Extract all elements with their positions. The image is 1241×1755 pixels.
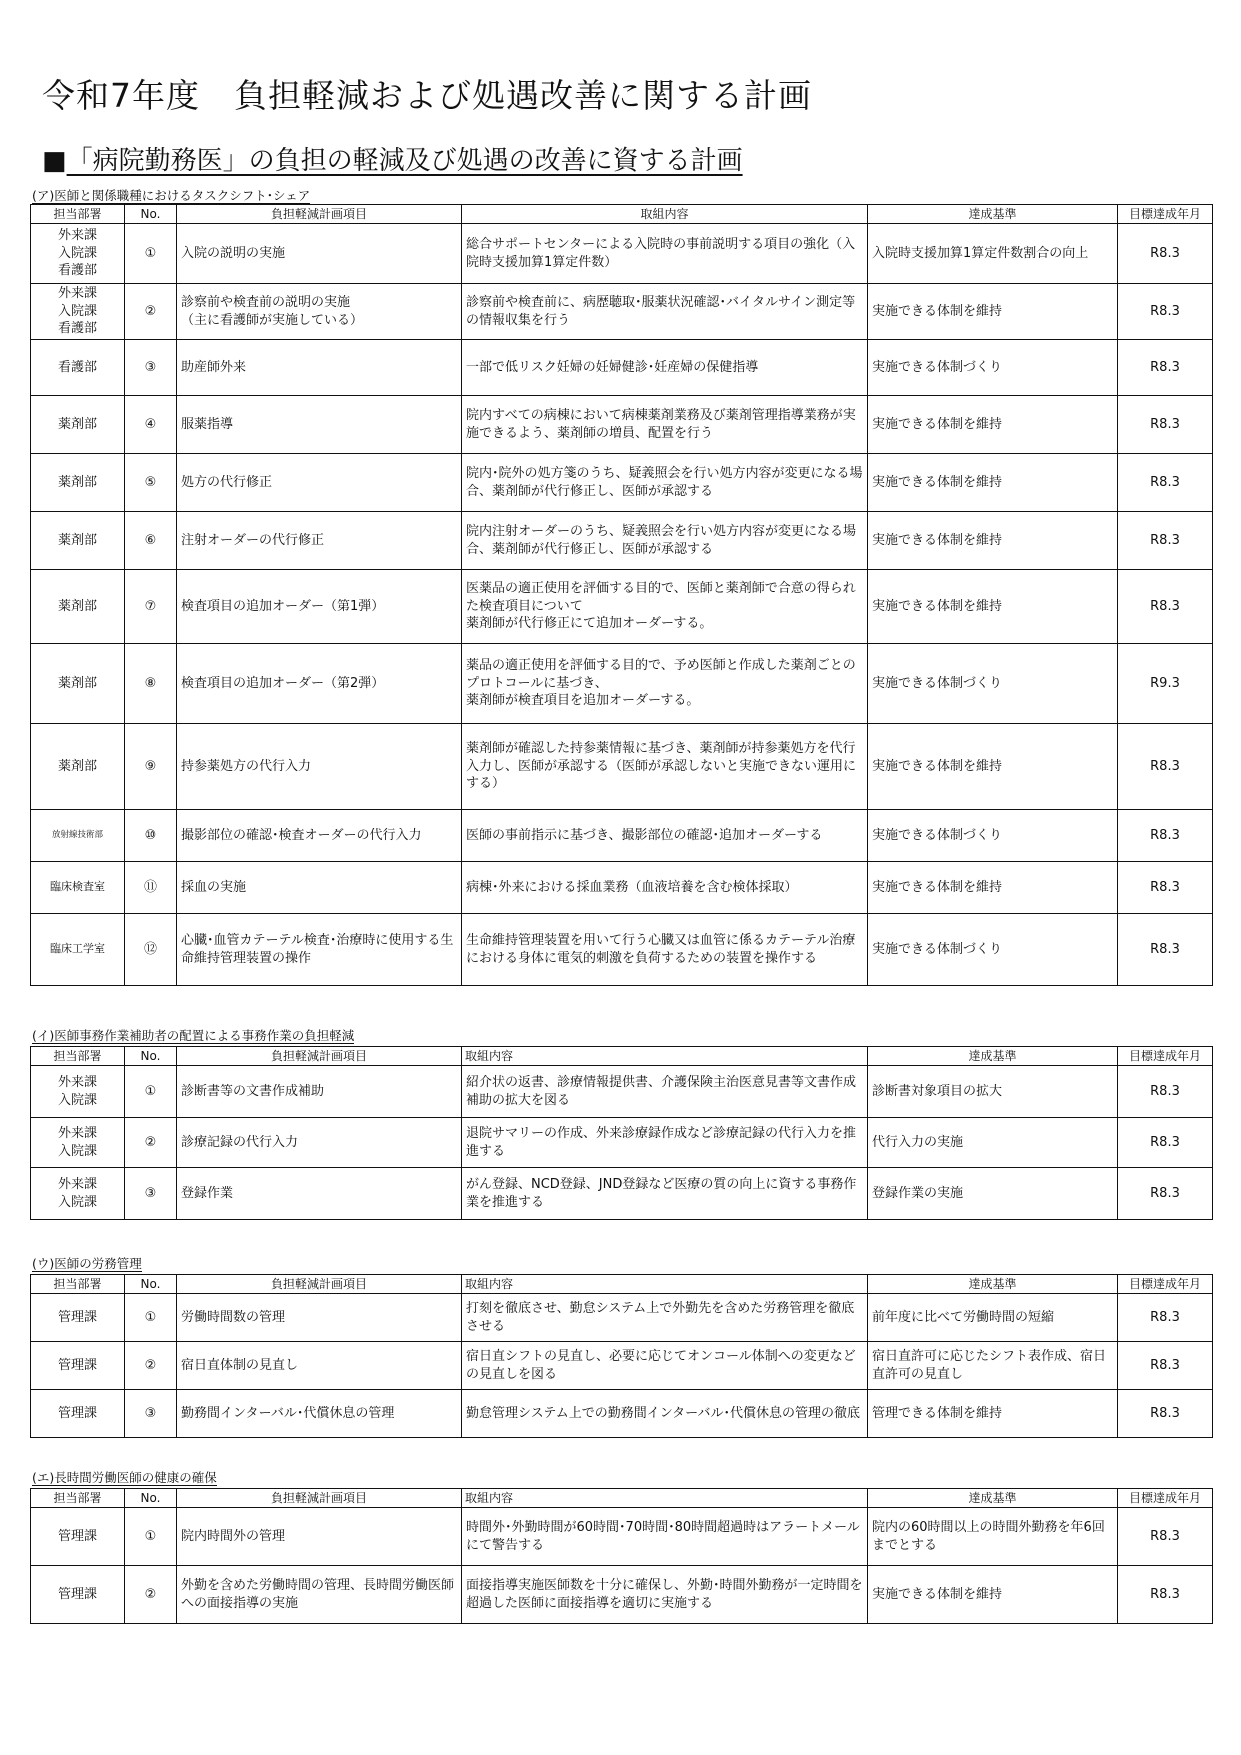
cell-dept: 薬剤部: [31, 570, 125, 644]
header-criteria: 達成基準: [868, 1047, 1118, 1066]
header-criteria: 達成基準: [868, 1275, 1118, 1294]
table-row: [31, 724, 1213, 810]
cell-content: 院内･院外の処方箋のうち、疑義照会を行い処方内容が変更になる場合、薬剤師が代行修正し、医師が承認する: [462, 454, 868, 512]
cell-content: 宿日直シフトの見直し、必要に応じてオンコール体制への変更などの見直しを図る: [462, 1342, 868, 1390]
cell-content: 紹介状の返書、診療情報提供書、介護保険主治医意見書等文書作成補助の拡大を図る: [462, 1066, 868, 1118]
cell-no: ⑨: [125, 724, 177, 810]
cell-criteria: 実施できる体制を維持: [868, 454, 1118, 512]
table-row: [31, 224, 1213, 284]
header-goal: 目標達成年月: [1118, 1489, 1213, 1508]
cell-goal: R9.3: [1118, 644, 1213, 724]
cell-criteria: 実施できる体制づくり: [868, 810, 1118, 862]
cell-item: 登録作業: [177, 1168, 462, 1220]
table-row: [31, 914, 1213, 986]
table-row: [31, 1066, 1213, 1118]
cell-criteria: 前年度に比べて労働時間の短縮: [868, 1294, 1118, 1342]
cell-criteria: 実施できる体制づくり: [868, 914, 1118, 986]
table-row: [31, 644, 1213, 724]
cell-dept: 管理課: [31, 1508, 125, 1566]
cell-no: ⑧: [125, 644, 177, 724]
cell-goal: R8.3: [1118, 862, 1213, 914]
cell-item: 外勤を含めた労働時間の管理、長時間労働医師への面接指導の実施: [177, 1566, 462, 1624]
cell-no: ②: [125, 1118, 177, 1168]
header-dept: 担当部署: [31, 1275, 125, 1294]
section-label-i: (イ)医師事務作業補助者の配置による事務作業の負担軽減: [32, 1028, 355, 1043]
header-item: 負担軽減計画項目: [177, 1275, 462, 1294]
cell-criteria: 管理できる体制を維持: [868, 1390, 1118, 1438]
cell-goal: R8.3: [1118, 1390, 1213, 1438]
cell-criteria: 実施できる体制を維持: [868, 1566, 1118, 1624]
cell-dept: 薬剤部: [31, 644, 125, 724]
header-dept: 担当部署: [31, 1047, 125, 1066]
header-dept: 担当部署: [31, 205, 125, 224]
cell-criteria: 実施できる体制を維持: [868, 396, 1118, 454]
table-row: [31, 396, 1213, 454]
cell-criteria: 実施できる体制を維持: [868, 512, 1118, 570]
cell-goal: R8.3: [1118, 1294, 1213, 1342]
section-label-a: (ア)医師と関係職種におけるタスクシフト･シェア: [32, 188, 311, 203]
table-header-row: [31, 1275, 1213, 1294]
cell-item: 注射オーダーの代行修正: [177, 512, 462, 570]
cell-content: 勤怠管理システム上での勤務間インターバル･代償休息の管理の徹底: [462, 1390, 868, 1438]
cell-goal: R8.3: [1118, 224, 1213, 284]
subtitle-text: 「病院勤務医」の負担の軽減及び処遇の改善に資する計画: [66, 146, 743, 176]
cell-no: ⑩: [125, 810, 177, 862]
cell-item: 勤務間インターバル･代償休息の管理: [177, 1390, 462, 1438]
cell-no: ③: [125, 340, 177, 396]
cell-content: 医薬品の適正使用を評価する目的で、医師と薬剤師で合意の得られた検査項目について 薬剤師が代行修正にて追加オーダーする。: [462, 570, 868, 644]
header-content: 取組内容: [462, 1275, 868, 1294]
table-header-row: [31, 1489, 1213, 1508]
table-row: [31, 1168, 1213, 1220]
section-label-u: (ウ)医師の労務管理: [32, 1256, 142, 1271]
cell-criteria: 実施できる体制を維持: [868, 570, 1118, 644]
cell-dept: 外来課 入院課 看護部: [31, 224, 125, 284]
cell-content: 打刻を徹底させ、勤怠システム上で外勤先を含めた労務管理を徹底させる: [462, 1294, 868, 1342]
cell-no: ③: [125, 1390, 177, 1438]
cell-item: 撮影部位の確認･検査オーダーの代行入力: [177, 810, 462, 862]
cell-criteria: 実施できる体制を維持: [868, 724, 1118, 810]
cell-dept: 薬剤部: [31, 454, 125, 512]
cell-goal: R8.3: [1118, 570, 1213, 644]
cell-goal: R8.3: [1118, 396, 1213, 454]
header-content: 取組内容: [462, 1047, 868, 1066]
header-goal: 目標達成年月: [1118, 1275, 1213, 1294]
cell-dept: 管理課: [31, 1566, 125, 1624]
header-no: No.: [125, 1275, 177, 1294]
cell-criteria: 宿日直許可に応じたシフト表作成、宿日直許可の見直し: [868, 1342, 1118, 1390]
cell-content: 時間外･外勤時間が60時間･70時間･80時間超過時はアラートメールにて警告する: [462, 1508, 868, 1566]
clerk-assistant-table: [30, 1046, 1213, 1220]
cell-no: ⑤: [125, 454, 177, 512]
cell-item: 宿日直体制の見直し: [177, 1342, 462, 1390]
cell-dept: 放射線技術部: [31, 810, 125, 862]
table-row: [31, 340, 1213, 396]
cell-goal: R8.3: [1118, 914, 1213, 986]
cell-criteria: 入院時支援加算1算定件数割合の向上: [868, 224, 1118, 284]
cell-item: 心臓･血管カテーテル検査･治療時に使用する生命維持管理装置の操作: [177, 914, 462, 986]
cell-dept: 臨床工学室: [31, 914, 125, 986]
cell-no: ②: [125, 1566, 177, 1624]
cell-goal: R8.3: [1118, 1066, 1213, 1118]
cell-item: 診察前や検査前の説明の実施 （主に看護師が実施している）: [177, 284, 462, 340]
table-row: [31, 512, 1213, 570]
cell-no: ②: [125, 284, 177, 340]
cell-no: ②: [125, 1342, 177, 1390]
cell-goal: R8.3: [1118, 284, 1213, 340]
cell-criteria: 実施できる体制を維持: [868, 284, 1118, 340]
cell-item: 院内時間外の管理: [177, 1508, 462, 1566]
cell-content: 面接指導実施医師数を十分に確保し、外勤･時間外勤務が一定時間を超過した医師に面接指導を適切に実施する: [462, 1566, 868, 1624]
header-dept: 担当部署: [31, 1489, 125, 1508]
page-title: 令和7年度 負担軽減および処遇改善に関する計画: [42, 76, 812, 115]
header-item: 負担軽減計画項目: [177, 1489, 462, 1508]
table-row: [31, 284, 1213, 340]
header-goal: 目標達成年月: [1118, 1047, 1213, 1066]
cell-content: 院内すべての病棟において病棟薬剤業務及び薬剤管理指導業務が実施できるよう、薬剤師の増員、配置を行う: [462, 396, 868, 454]
cell-goal: R8.3: [1118, 1168, 1213, 1220]
header-content: 取組内容: [462, 1489, 868, 1508]
cell-dept: 外来課 入院課 看護部: [31, 284, 125, 340]
cell-content: 薬品の適正使用を評価する目的で、予め医師と作成した薬剤ごとのプロトコールに基づき、 薬剤師が検査項目を追加オーダーする。: [462, 644, 868, 724]
header-no: No.: [125, 1489, 177, 1508]
cell-no: ③: [125, 1168, 177, 1220]
cell-item: 診断書等の文書作成補助: [177, 1066, 462, 1118]
cell-goal: R8.3: [1118, 454, 1213, 512]
cell-goal: R8.3: [1118, 1342, 1213, 1390]
cell-item: 持参薬処方の代行入力: [177, 724, 462, 810]
table-row: [31, 1118, 1213, 1168]
cell-content: 病棟･外来における採血業務（血液培養を含む検体採取）: [462, 862, 868, 914]
page-subtitle: [42, 140, 743, 177]
table-row: [31, 862, 1213, 914]
table-row: [31, 810, 1213, 862]
cell-content: 総合サポートセンターによる入院時の事前説明する項目の強化（入院時支援加算1算定件数）: [462, 224, 868, 284]
cell-criteria: 実施できる体制づくり: [868, 644, 1118, 724]
cell-criteria: 登録作業の実施: [868, 1168, 1118, 1220]
header-item: 負担軽減計画項目: [177, 205, 462, 224]
cell-content: 生命維持管理装置を用いて行う心臓又は血管に係るカテーテル治療における身体に電気的刺激を負荷するための装置を操作する: [462, 914, 868, 986]
cell-content: 院内注射オーダーのうち、疑義照会を行い処方内容が変更になる場合、薬剤師が代行修正し、医師が承認する: [462, 512, 868, 570]
cell-no: ④: [125, 396, 177, 454]
cell-dept: 看護部: [31, 340, 125, 396]
cell-goal: R8.3: [1118, 340, 1213, 396]
cell-no: ⑦: [125, 570, 177, 644]
cell-goal: R8.3: [1118, 1118, 1213, 1168]
cell-dept: 薬剤部: [31, 396, 125, 454]
cell-criteria: 診断書対象項目の拡大: [868, 1066, 1118, 1118]
cell-content: 退院サマリーの作成、外来診療録作成など診療記録の代行入力を推進する: [462, 1118, 868, 1168]
section-label-e: (エ)長時間労働医師の健康の確保: [32, 1470, 217, 1485]
cell-goal: R8.3: [1118, 810, 1213, 862]
table-row: [31, 1390, 1213, 1438]
cell-no: ⑪: [125, 862, 177, 914]
header-no: No.: [125, 1047, 177, 1066]
cell-goal: R8.3: [1118, 1508, 1213, 1566]
cell-item: 採血の実施: [177, 862, 462, 914]
cell-no: ①: [125, 1066, 177, 1118]
cell-item: 処方の代行修正: [177, 454, 462, 512]
table-row: [31, 1294, 1213, 1342]
cell-item: 助産師外来: [177, 340, 462, 396]
cell-criteria: 代行入力の実施: [868, 1118, 1118, 1168]
cell-no: ⑥: [125, 512, 177, 570]
cell-dept: 臨床検査室: [31, 862, 125, 914]
header-content: 取組内容: [462, 205, 868, 224]
cell-item: 検査項目の追加オーダー（第1弾）: [177, 570, 462, 644]
cell-criteria: 院内の60時間以上の時間外勤務を年6回までとする: [868, 1508, 1118, 1566]
table-row: [31, 570, 1213, 644]
header-criteria: 達成基準: [868, 1489, 1118, 1508]
table-header-row: [31, 1047, 1213, 1066]
task-shift-table: [30, 204, 1213, 986]
cell-item: 入院の説明の実施: [177, 224, 462, 284]
cell-dept: 薬剤部: [31, 512, 125, 570]
table-row: [31, 1508, 1213, 1566]
cell-dept: 外来課 入院課: [31, 1066, 125, 1118]
cell-no: ①: [125, 1508, 177, 1566]
table-row: [31, 454, 1213, 512]
table-row: [31, 1342, 1213, 1390]
cell-dept: 外来課 入院課: [31, 1118, 125, 1168]
cell-goal: R8.3: [1118, 724, 1213, 810]
cell-content: 一部で低リスク妊婦の妊婦健診･妊産婦の保健指導: [462, 340, 868, 396]
cell-item: 服薬指導: [177, 396, 462, 454]
cell-content: 薬剤師が確認した持参薬情報に基づき、薬剤師が持参薬処方を代行入力し、医師が承認する（医師が承認しないと実施できない運用にする）: [462, 724, 868, 810]
cell-goal: R8.3: [1118, 512, 1213, 570]
cell-no: ①: [125, 1294, 177, 1342]
cell-no: ⑫: [125, 914, 177, 986]
cell-dept: 管理課: [31, 1342, 125, 1390]
cell-content: がん登録、NCD登録、JND登録など医療の質の向上に資する事務作業を推進する: [462, 1168, 868, 1220]
cell-goal: R8.3: [1118, 1566, 1213, 1624]
cell-content: 診察前や検査前に、病歴聴取･服薬状況確認･バイタルサイン測定等の情報収集を行う: [462, 284, 868, 340]
labor-management-table: [30, 1274, 1213, 1438]
cell-item: 検査項目の追加オーダー（第2弾）: [177, 644, 462, 724]
cell-no: ①: [125, 224, 177, 284]
cell-dept: 管理課: [31, 1294, 125, 1342]
cell-content: 医師の事前指示に基づき、撮影部位の確認･追加オーダーする: [462, 810, 868, 862]
cell-criteria: 実施できる体制づくり: [868, 340, 1118, 396]
table-header-row: [31, 205, 1213, 224]
header-no: No.: [125, 205, 177, 224]
cell-dept: 管理課: [31, 1390, 125, 1438]
header-criteria: 達成基準: [868, 205, 1118, 224]
cell-item: 診療記録の代行入力: [177, 1118, 462, 1168]
cell-criteria: 実施できる体制を維持: [868, 862, 1118, 914]
cell-dept: 薬剤部: [31, 724, 125, 810]
header-goal: 目標達成年月: [1118, 205, 1213, 224]
table-row: [31, 1566, 1213, 1624]
cell-item: 労働時間数の管理: [177, 1294, 462, 1342]
health-assurance-table: [30, 1488, 1213, 1624]
header-item: 負担軽減計画項目: [177, 1047, 462, 1066]
square-bullet-icon: ■: [42, 146, 67, 176]
cell-dept: 外来課 入院課: [31, 1168, 125, 1220]
